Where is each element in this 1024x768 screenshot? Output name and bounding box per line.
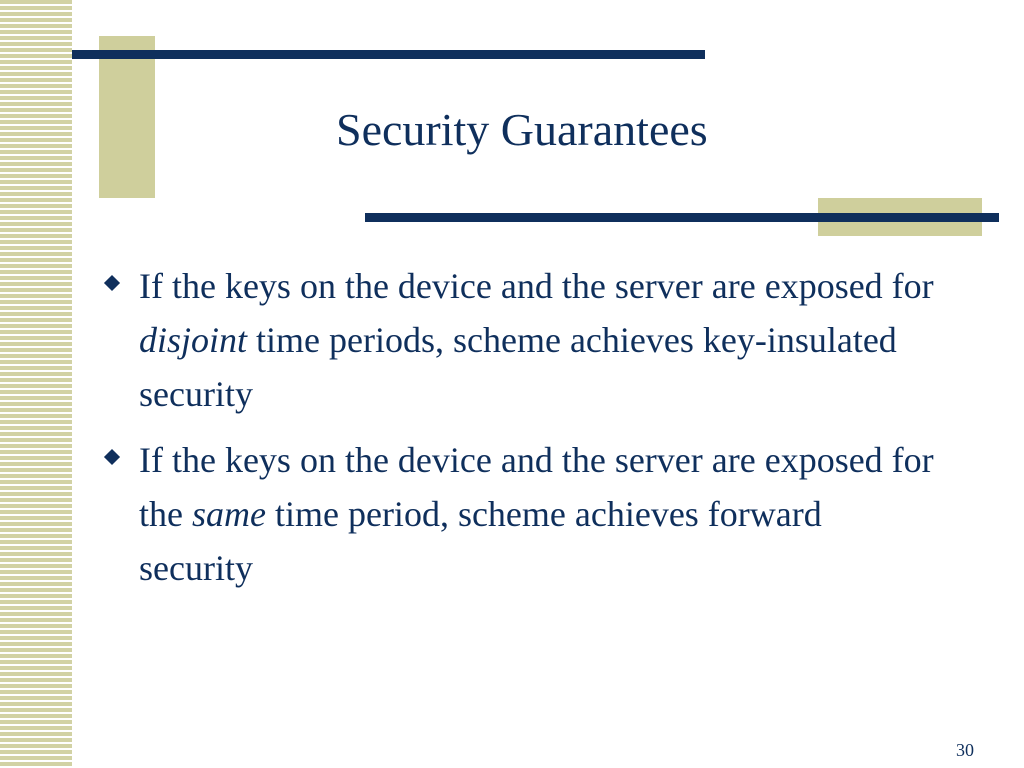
decorative-block-top <box>99 36 155 198</box>
bullet-text-after: time period, scheme achieves forward security <box>139 494 822 588</box>
slide-title: Security Guarantees <box>336 104 708 155</box>
bullet-text <box>139 266 934 414</box>
left-striped-border <box>0 0 72 768</box>
bullet-emphasis: same <box>191 494 266 534</box>
bullet-text <box>139 440 934 588</box>
decorative-line-bottom <box>365 213 999 222</box>
decorative-line-top <box>72 50 705 59</box>
bullet-item <box>104 433 944 595</box>
bullet-text-after: time periods, scheme achieves key-insulated security <box>139 320 897 414</box>
bullet-list <box>104 259 944 607</box>
bullet-item <box>104 259 944 421</box>
diamond-bullet-icon <box>104 275 120 291</box>
bullet-text-before: If the keys on the device and the server are exposed for the <box>139 440 934 534</box>
page-number: 30 <box>956 740 974 760</box>
bullet-emphasis: disjoint <box>139 320 248 360</box>
bullet-text-before: If the keys on the device and the server are exposed for <box>139 266 934 306</box>
diamond-bullet-icon <box>104 449 120 465</box>
